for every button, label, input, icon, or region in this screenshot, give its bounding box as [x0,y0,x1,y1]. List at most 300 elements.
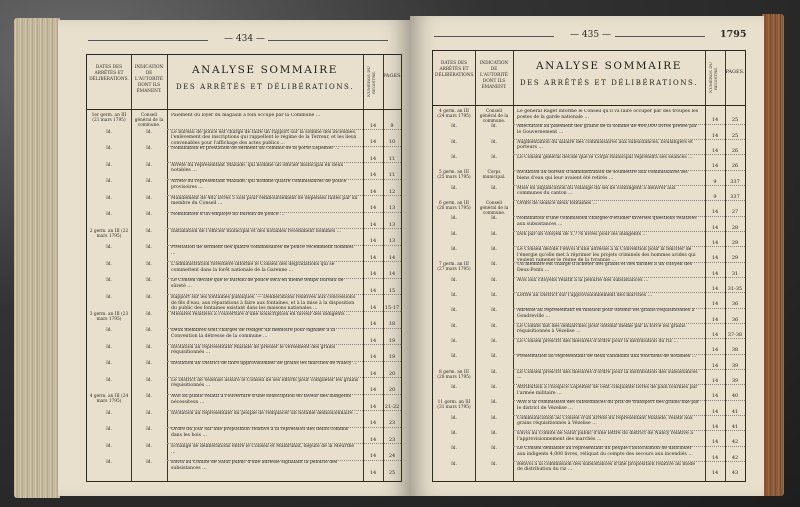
register-number-cell: 14 [369,172,377,179]
table-row [433,400,745,415]
table-row [87,444,401,461]
register-number-cell: 14 [369,337,377,344]
register-table [86,54,402,482]
date-cell: Id. [451,461,457,467]
date-cell: Id. [451,323,457,329]
register-number-cell: 14 [369,238,377,245]
register-number-cell: 14 [369,155,377,162]
analysis-cell: Nomination d'une commission chargée d'étudier diverses questions relatives aux subsistances … [517,216,697,227]
authority-cell: Corps municipal. [482,170,506,181]
page-ref-cell: 39 [731,362,739,369]
authority-cell: Id. [146,311,152,317]
register-number-cell: 14 [711,255,719,262]
table-row [433,354,745,369]
authority-cell: Id. [491,431,497,436]
authority-cell: Conseil général de la commune. [479,109,509,124]
table-row [87,460,401,477]
page-ref-cell: 27 [731,209,739,216]
authority-cell: Id. [146,278,152,284]
table-row [433,170,745,185]
page-ref-cell: 31-35 [727,285,743,292]
table-row [433,385,745,400]
analysis-cell: Deux membres sont chargés de rédiger un mémoire pour signaler à la Convention la détresse de la commune … [171,328,336,339]
register-number-cell: 14 [369,420,377,427]
date-cell: Id. [106,443,112,449]
header-rule [615,36,705,37]
page-ref-cell: 13 [388,221,396,228]
authority-cell: Id. [491,185,497,191]
table-row [87,146,401,163]
authority-cell: Id. [146,162,152,168]
register-number-cell: 14 [369,205,377,212]
table-row [433,324,745,339]
register-number-cell: 14 [369,304,377,311]
table-row [87,229,401,246]
page-ref-cell: 26 [731,147,739,154]
register-number-cell: 14 [711,362,719,369]
header-authority: INDICATION DE L'AUTORITÉ DONT ILS ÉMANENT. [134,65,164,94]
analysis-cell: Arrêté du représentant Mazade, qui nomme un officier municipal en deux notables … [171,162,344,174]
date-cell: Id. [106,195,112,201]
header-title: ANALYSE SOMMAIRE [192,64,338,76]
table-row [87,179,401,196]
analysis-cell: Le Conseil demande au représentant du peuple l'autorisation de distribuer aux indigents 4,000 livres, reliquat du compte des secours aux incendiés … [517,446,693,457]
analysis-cell: Le bureau de police est chargé de faire un rapport sur la somme des incendies, l'enlèvement des inscriptions qui rappellent le régime de la Terreur, et les lieux convenables pour l'affichage des actes publics … [171,129,357,146]
table-row [87,394,401,411]
header-pages: PAGES. [725,69,745,75]
page-ref-cell: 23 [388,436,396,443]
analysis-cell: Mesures relatives à l'ouverture d'une souscription en faveur des indigents … [171,311,351,317]
date-cell: Id. [451,185,457,191]
page-ref-cell: 36 [731,316,739,323]
register-number-cell: 14 [711,224,719,231]
page-ref-cell: 11 [388,172,396,179]
page-ref-cell: 11 [388,155,396,162]
page-ref-cell: 26 [731,163,739,170]
page-ref-cell: 15 [388,287,396,294]
register-table [432,50,746,482]
register-number-cell: 14 [711,239,719,246]
page-ref-cell: 41 [731,423,739,430]
authority-cell: Id. [491,385,497,390]
authority-cell: Id. [491,293,497,298]
table-row [433,247,745,262]
date-cell: Id. [106,410,112,416]
analysis-cell: Nomination et prestation de serment du commis de la porte Lepeltier … [171,146,340,152]
table-row [433,124,745,139]
analysis-cell: Rapport sur les fontaines publiques. — Délibérations relatives aux concessions de fils d'eau, aux réparations à faire aux fontaines, et à la mise à la disposition du public des fontaines existant dans les maisons nationales … [171,295,356,311]
date-cell: 6 germ. an III (26 mars 1795) [437,201,471,211]
table-row [433,216,745,231]
date-cell: Id. [106,261,112,267]
analysis-cell: Invitation au bureau d'administration de soumettre aux commissaires les biens d'eau qui leur avaient été retirés … [517,170,688,181]
authority-cell: Id. [146,443,152,449]
authority-cell: Id. [146,245,152,251]
page-ref-cell: 39 [731,377,739,384]
date-cell: 3 germ. an III (23 mars 1795) [89,311,129,322]
page-ref-cell: 337 [730,193,740,200]
register-number-cell: 14 [711,301,719,308]
page-ref-cell: 31 [731,270,739,277]
authority-cell: Id. [146,212,152,218]
register-number-cell: 14 [711,377,719,384]
table-row [433,462,745,477]
table-row [87,113,401,130]
analysis-cell: Augmentation du salaire des commissaires aux subsistances, boulangers et porteurs … [517,139,693,151]
analysis-cell: Avis au public relatif à l'ouverture d'une souscription en faveur des indigents nécessiteux … [171,394,351,405]
authority-cell: Conseil général de la commune. [134,113,164,128]
book-cover-edge [762,14,784,496]
authority-cell: Id. [146,427,152,433]
header-pages: PAGES. [383,73,402,79]
authority-cell: Id. [146,377,152,383]
header-rule [88,40,208,41]
table-row [433,232,745,247]
register-number-cell: 14 [711,408,719,415]
page-ref-cell: 12 [388,188,396,195]
analysis-cell: Avis à la commission des subsistances du prix de transport des grains fixé par le district de Vézelise … [517,400,700,411]
date-cell: Id. [451,354,457,360]
page-ref-cell: 14 [388,254,396,261]
authority-cell: Id. [491,231,497,237]
authority-cell: Conseil général de la commune. [479,201,509,216]
table-row [433,446,745,461]
authority-cell: Id. [146,195,152,201]
date-cell: Id. [106,278,112,284]
register-number-cell: 14 [369,469,377,476]
authority-cell: Id. [146,460,152,466]
date-cell: 5 germ. an III (25 mars 1795) [437,170,471,181]
register-number-cell: 14 [369,436,377,443]
analysis-cell: Mise en adjudication du vidange du sel de contingent à délivrer aux communes du canton … [517,185,676,197]
analysis-cell: Ordre de séance deux fontaines … [517,201,598,206]
analysis-cell: Le Conseil décide que le bureau de police sera en même temps bureau de sûreté … [171,278,344,290]
date-cell: Id. [451,277,457,283]
header-dates: DATES DES ARRÊTÉS ET DÉLIBÉRATIONS. [89,65,129,82]
page-ref-cell: 21-22 [384,403,400,410]
table-row [87,130,401,147]
register-number-cell: 14 [711,469,719,476]
analysis-cell: Invitation au représentant Mazade de presser le versement des grains réquisitionnés … [171,344,336,356]
authority-cell: Id. [491,446,497,452]
analysis-cell: Installation de l'officier municipal et des notables récemment nommés … [171,228,342,234]
page-ref-cell: 42 [731,454,739,461]
register-number-cell: 9 [713,178,717,185]
page-ref-cell: 28 [731,224,739,231]
table-row [433,278,745,293]
date-cell: 11 germ. an III (31 mars 1795) [437,400,471,411]
table-row [87,312,401,329]
table-row [433,431,745,446]
page-number: — 434 — [224,34,265,44]
table-row [433,201,745,216]
date-cell: Id. [451,247,457,252]
table-row [433,370,745,385]
authority-cell: Id. [491,415,497,421]
header-rule [268,40,388,41]
register-number-cell: 14 [711,209,719,216]
page-number: — 435 — [570,30,611,40]
header-subtitle: DES ARRÊTÉS ET DÉLIBÉRATIONS. [519,79,699,87]
register-number-cell: 14 [711,423,719,430]
date-cell: Id. [451,308,457,314]
table-row [87,378,401,395]
analysis-cell: Le District de Vézelise assure le Conseil de ses efforts pour compléter les grains réquisitionnés … [171,377,359,389]
date-cell: Id. [106,344,112,350]
register-number-cell: 14 [711,331,719,338]
table-row [87,361,401,378]
table-row [433,109,745,124]
date-cell: 4 germ. an III (24 mars 1795) [437,109,471,119]
page-ref-cell: 38 [731,347,739,354]
table-row [87,163,401,180]
table-row [87,245,401,262]
authority-cell: Id. [491,155,497,160]
authority-cell: Id. [491,216,497,222]
register-number-cell: 14 [711,117,719,124]
table-header [87,55,401,110]
date-cell: Id. [451,216,457,222]
date-cell: Id. [106,427,112,433]
analysis-cell: Mandement de 482 livres 5 sols pour remboursement de dépenses faites par un membre du Conseil … [171,195,358,207]
analysis-cell: Envoi au Comité de Salut public d'une lettre du district de Nancy relative à l'approvisionnement des marchés … [517,431,693,442]
register-number-cell: 14 [711,347,719,354]
table-row [87,196,401,213]
table-row [433,308,745,323]
analysis-cell: Lettre au District sur l'approvisionnement des marchés … [517,293,653,298]
page-ref-cell: 29 [731,239,739,246]
register-number-cell: 14 [369,254,377,261]
register-number-cell: 9 [713,193,717,200]
analysis-cell: Invitation au District de faire approvisionner de grains les marchés de Nancy … [171,361,358,367]
authority-cell: Id. [491,339,497,344]
page-ref-cell: 15-17 [384,304,400,311]
page-ref-cell: 10 [388,139,396,146]
authority-cell: Id. [491,354,497,360]
analysis-cell: Présentation au représentant de deux candidats aux fonctions de notables … [517,354,697,360]
table-header [433,51,745,106]
page-ref-cell: 18 [388,321,396,328]
date-cell: Id. [106,361,112,367]
register-number-cell: 14 [369,287,377,294]
page-ref-cell: 9 [390,122,394,129]
authority-cell: Id. [491,323,497,329]
authority-cell: Id. [491,400,497,406]
analysis-cell: Communication au Conseil d'un arrêté du représentant Mazade, relatif aux grains réquisitionnés à Vézelise … [517,415,693,427]
analysis-cell: Ordre du jour sur une proposition relative à la répression des délits commis dans les bois … [171,427,349,438]
analysis-cell: Attribution à l'hospice Lepeltier de cent cinquante livres de pain fournies par l'armée militaire … [517,385,698,396]
authority-cell: Id. [491,262,497,268]
page-ref-cell: 29 [731,255,739,262]
analysis-cell: Un membre est chargé d'acheter des grains et des farines à un citoyen des Deux-Ponts … [517,262,693,273]
analysis-cell: Le Conseil général décide que le Corps municipal reprendra ses séances … [517,155,693,160]
table-row [433,416,745,431]
authority-cell: Id. [491,247,497,252]
analysis-cell: Echange de délibérations entre le Conseil et Malbrunat, député de la Meurthe … [171,443,355,455]
table-row [87,411,401,428]
register-number-cell: 14 [369,387,377,394]
analysis-cell: Avis aux citoyens relatif à la pénurie des subsistances … [517,277,649,283]
analysis-cell: Envoi au Comité de Salut public d'une adresse signalant la pénurie des subsistances … [171,460,338,472]
table-row [433,262,745,277]
date-cell: 4 germ. an III (24 mars 1795) [89,394,129,405]
page-ref-cell: 14 [388,271,396,278]
date-cell: Id. [106,162,112,168]
register-number-cell: 14 [711,163,719,170]
page-ref-cell: 13 [388,205,396,212]
table-row [87,345,401,362]
page-ref-cell: 42 [731,439,739,446]
header-authority: INDICATION DE L'AUTORITÉ DONT ILS ÉMANENT. [479,61,509,90]
page-ref-cell: 40 [731,393,739,400]
authority-cell: Id. [491,369,497,375]
page-ref-cell: 25 [388,469,396,476]
header-subtitle: DES ARRÊTÉS ET DÉLIBÉRATIONS. [175,83,355,91]
page-ref-cell: 37-38 [727,331,743,338]
analysis-cell: Prestation de serment des quatre commissaires de police récemment nommés … [171,245,354,256]
header-register-numbers: NUMÉROS DU REGISTRE. [708,62,718,94]
date-cell: 7 germ. an III (27 mars 1795) [437,262,471,273]
register-number-cell: 14 [369,370,377,377]
register-number-cell: 14 [711,454,719,461]
page-ref-cell: 24 [388,453,396,460]
table-row [87,278,401,295]
table-row [87,212,401,229]
date-cell: Id. [106,328,112,334]
analysis-cell: L'administration forestière informe le Conseil des dégradations qui se commettent dans la forêt nationale de la Garenne … [171,261,335,273]
authority-cell: Id. [146,146,152,152]
authority-cell: Id. [491,461,497,467]
analysis-cell: Don par un citoyen de 1,776 livres pour les indigents … [517,231,648,237]
register-number-cell: 14 [711,147,719,154]
authority-cell: Id. [491,139,497,145]
register-number-cell: 14 [711,316,719,323]
date-cell: Id. [451,293,457,298]
page-ref-cell: 19 [388,337,396,344]
date-cell: Id. [451,155,457,160]
register-number-cell: 14 [711,270,719,277]
table-row [433,155,745,170]
analysis-cell: Le Conseil prescrit des mesures d'ordre pour la distribution du riz … [517,339,678,344]
date-cell: Id. [451,431,457,436]
authority-cell: Id. [146,261,152,267]
register-number-cell: 14 [369,403,377,410]
analysis-cell: Le Conseil prescrit des mesures d'ordre pour la distribution des subsistances … [517,369,698,381]
table-row [433,186,745,201]
register-number-cell: 14 [711,132,719,139]
page-ref-cell: 20 [388,387,396,394]
date-cell: Id. [451,415,457,421]
date-cell: 8 germ. an III (28 mars 1795) [437,369,471,380]
authority-cell: Id. [146,394,152,400]
analysis-cell: Nomination d'un employé au bureau de police … [171,212,285,218]
table-row [433,293,745,308]
date-cell: Id. [106,295,112,300]
page-ref-cell: 25 [731,132,739,139]
register-number-cell: 14 [369,188,377,195]
table-row [87,427,401,444]
year-label: 1795 [720,29,747,40]
table-row [87,295,401,312]
date-cell: Id. [106,245,112,251]
authority-cell: Id. [491,308,497,314]
analysis-cell: Le Comité fait des démarches pour obtenir même par la force les grains réquisitionnés à Vézelise … [517,323,686,335]
header-title: ANALYSE SOMMAIRE [536,60,682,72]
page-ref-cell: 25 [731,117,739,124]
date-cell: Id. [106,129,112,135]
register-number-cell: 14 [711,285,719,292]
date-cell: Id. [451,124,457,130]
register-number-cell: 14 [711,393,719,400]
date-cell: 2 germ. an III (22 mars 1795) [89,228,129,239]
date-cell: Id. [451,446,457,452]
page-ref-cell: 41 [731,408,739,415]
date-cell: 1er germ. an III (21 mars 1795) [91,113,127,123]
header-register-numbers: NUMÉROS DU REGISTRE. [366,66,376,98]
page-ref-cell: 43 [731,469,739,476]
date-cell: Id. [106,212,112,218]
register-number-cell: 14 [369,453,377,460]
authority-cell: Id. [491,124,497,130]
analysis-cell: Le général Raget informe le Conseil qu'il va faire occuper par des troupes les postes de la garde nationale … [517,109,699,120]
analysis-cell: Renvoi à la commission des subsistances d'une proposition relative au mode de distribution du riz … [517,461,696,473]
register-number-cell: 14 [369,271,377,278]
left-page [58,20,410,496]
register-number-cell: 14 [711,439,719,446]
authority-cell: Id. [146,179,152,185]
authority-cell: Id. [146,344,152,350]
page-ref-cell: 19 [388,354,396,361]
register-number-cell: 14 [369,122,377,129]
page-ref-cell: 36 [731,301,739,308]
page-ref-cell: 13 [388,238,396,245]
register-number-cell: 14 [369,221,377,228]
authority-cell: Id. [146,410,152,416]
analysis-cell: Invitation au représentant du peuple de remplacer un notable démissionnaire … [171,410,359,416]
analysis-cell: Adresse au représentant en mission pour obtenir les grains réquisitionnés à Gondreville … [517,308,695,319]
date-cell: Id. [106,146,112,152]
analysis-cell: Arrêté du représentant Mazade, qui nomme quatre commissaires de police provisoires … [171,179,347,190]
table-row [87,262,401,279]
header-dates: DATES DES ARRÊTÉS ET DÉLIBÉRATIONS. [435,61,475,78]
date-cell: Id. [451,231,457,237]
page-ref-cell: 23 [388,420,396,427]
analysis-cell: Le Conseil décide l'envoi d'une adresse à la Convention pour la féliciter de l'énergie qu'elle met à réprimer les projets criminels des hommes avides qui veulent ramener le règne de la tyrannie … [517,247,696,262]
date-cell: Id. [106,460,112,466]
table-row [87,328,401,345]
date-cell: Id. [106,377,112,383]
page-ref-cell: 337 [730,178,740,185]
authority-cell: Id. [146,361,152,367]
date-cell: Id. [451,339,457,344]
date-cell: Id. [106,179,112,185]
register-number-cell: 14 [369,139,377,146]
authority-cell: Id. [146,129,152,135]
authority-cell: Id. [491,277,497,283]
analysis-cell: Paiement du loyer du magasin à foin occupé par la Commune … [171,113,321,118]
date-cell: Id. [451,385,457,390]
table-row [433,339,745,354]
authority-cell: Id. [146,228,152,234]
page-edges-left [14,18,60,498]
register-number-cell: 14 [369,321,377,328]
page-ref-cell: 20 [388,370,396,377]
authority-cell: Id. [146,295,152,300]
register-number-cell: 14 [369,354,377,361]
right-page [410,16,764,496]
header-rule [434,36,554,37]
analysis-cell: Affectation au paiement des grains de la somme de 400,000 livres prêtée par le Gouvernement … [517,124,697,135]
